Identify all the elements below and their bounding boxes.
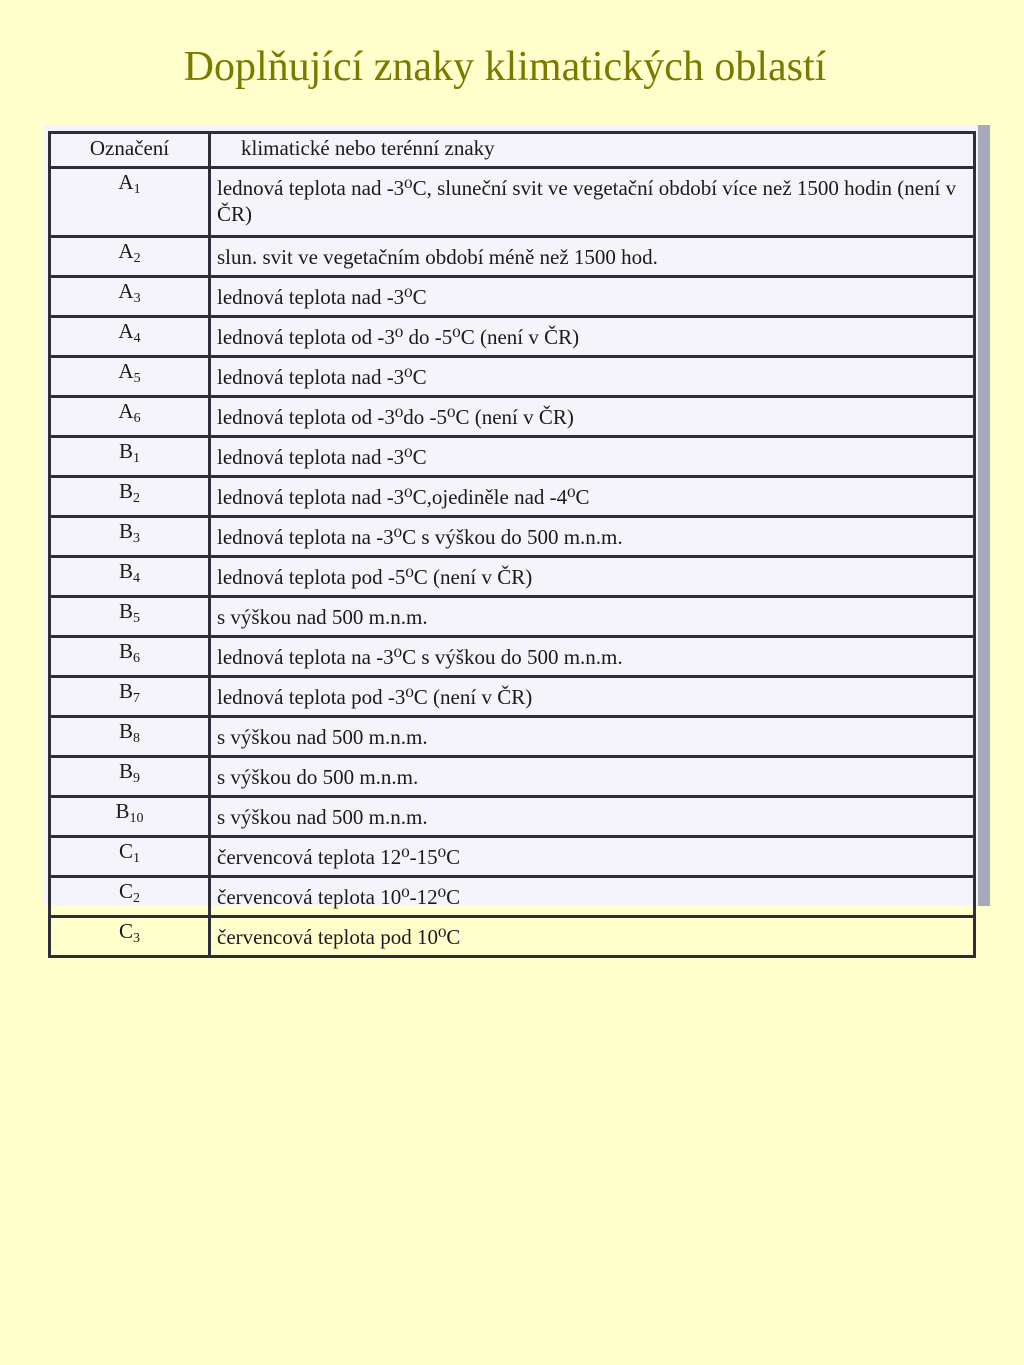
row-description: lednová teplota nad -3⁰C: [210, 277, 975, 317]
code-subscript: 5: [133, 611, 140, 626]
table-row: [50, 357, 975, 397]
row-code: [50, 277, 210, 317]
row-code: [50, 917, 210, 957]
row-code: [50, 837, 210, 877]
code-letter: A: [118, 239, 134, 263]
row-description: s výškou nad 500 m.n.m.: [210, 797, 975, 837]
row-code: [50, 397, 210, 437]
row-description: červencová teplota 12⁰-15⁰C: [210, 837, 975, 877]
table-header-row: [50, 133, 975, 168]
row-code: [50, 677, 210, 717]
row-code: [50, 637, 210, 677]
code-letter: A: [118, 399, 134, 423]
code-subscript: 3: [133, 531, 140, 546]
row-description: s výškou nad 500 m.n.m.: [210, 717, 975, 757]
row-code: [50, 717, 210, 757]
table-row: [50, 717, 975, 757]
code-subscript: 2: [133, 491, 140, 506]
code-letter: B: [115, 799, 130, 823]
code-subscript: 1: [133, 451, 140, 466]
code-subscript: 3: [133, 931, 140, 946]
row-description: lednová teplota pod -3⁰C (není v ČR): [210, 677, 975, 717]
code-letter: B: [118, 599, 133, 623]
code-subscript: 4: [133, 331, 141, 346]
table-row: [50, 917, 975, 957]
row-description: červencová teplota 10⁰-12⁰C: [210, 877, 975, 917]
table-row: [50, 477, 975, 517]
table-body: [50, 168, 975, 957]
row-code: [50, 357, 210, 397]
row-description: lednová teplota nad -3⁰C: [210, 357, 975, 397]
code-letter: B: [118, 719, 133, 743]
row-description: s výškou nad 500 m.n.m.: [210, 597, 975, 637]
code-letter: B: [118, 679, 133, 703]
code-subscript: 10: [129, 811, 144, 826]
code-subscript: 5: [133, 371, 141, 386]
code-subscript: 1: [133, 851, 140, 866]
table-row: [50, 557, 975, 597]
table-row: [50, 397, 975, 437]
code-letter: B: [118, 439, 133, 463]
row-description: s výškou do 500 m.n.m.: [210, 757, 975, 797]
table-row: [50, 837, 975, 877]
code-letter: A: [118, 170, 134, 194]
code-letter: B: [118, 519, 133, 543]
code-letter: B: [118, 639, 133, 663]
row-code: [50, 797, 210, 837]
table-row: [50, 237, 975, 277]
table-row: [50, 757, 975, 797]
table-row: [50, 517, 975, 557]
table-row: [50, 277, 975, 317]
code-subscript: 9: [133, 771, 140, 786]
table-row: [50, 437, 975, 477]
code-subscript: 4: [133, 571, 140, 586]
slide-title: Doplňující znaky klimatických oblastí: [183, 44, 827, 90]
row-description: lednová teplota na -3⁰C s výškou do 500 m.n.m.: [210, 637, 975, 677]
row-code: [50, 317, 210, 357]
code-subscript: 2: [133, 891, 140, 906]
table-row: [50, 797, 975, 837]
row-code: [50, 477, 210, 517]
table-row: [50, 677, 975, 717]
table-row: [50, 597, 975, 637]
code-letter: B: [118, 759, 133, 783]
code-subscript: 6: [133, 411, 141, 426]
code-subscript: 3: [133, 291, 141, 306]
row-description: slun. svit ve vegetačním období méně než 1500 hod.: [210, 237, 975, 277]
code-letter: C: [118, 839, 133, 863]
table-row: [50, 168, 975, 237]
header-code: Označení: [50, 133, 210, 168]
row-code: [50, 557, 210, 597]
row-description: lednová teplota nad -3⁰C: [210, 437, 975, 477]
row-description: lednová teplota na -3⁰C s výškou do 500 m.n.m.: [210, 517, 975, 557]
code-letter: B: [118, 559, 133, 583]
scanned-table-image: [44, 125, 990, 949]
row-description: lednová teplota nad -3⁰C,ojediněle nad -4⁰C: [210, 477, 975, 517]
code-subscript: 2: [133, 251, 141, 266]
code-subscript: 8: [133, 731, 140, 746]
table-row: [50, 637, 975, 677]
row-code: [50, 437, 210, 477]
header-description: klimatické nebo terénní znaky: [210, 133, 975, 168]
code-letter: A: [118, 319, 134, 343]
row-description: lednová teplota nad -3⁰C, sluneční svit ve vegetační období více než 1500 hodin (není v ČR): [210, 168, 975, 237]
row-code: [50, 877, 210, 917]
code-subscript: 6: [133, 651, 140, 666]
table-row: [50, 317, 975, 357]
row-code: [50, 597, 210, 637]
row-code: [50, 757, 210, 797]
code-letter: C: [118, 879, 133, 903]
code-subscript: 7: [133, 691, 140, 706]
row-description: lednová teplota od -3⁰ do -5⁰C (není v ČR): [210, 317, 975, 357]
climate-signs-table: [48, 131, 976, 958]
code-letter: A: [118, 359, 134, 383]
code-letter: B: [118, 479, 133, 503]
row-description: červencová teplota pod 10⁰C: [210, 917, 975, 957]
row-description: lednová teplota od -3⁰do -5⁰C (není v ČR): [210, 397, 975, 437]
table-row: [50, 877, 975, 917]
row-code: [50, 237, 210, 277]
code-letter: C: [118, 919, 133, 943]
code-letter: A: [118, 279, 134, 303]
row-code: [50, 168, 210, 237]
row-description: lednová teplota pod -5⁰C (není v ČR): [210, 557, 975, 597]
code-subscript: 1: [133, 182, 141, 197]
row-code: [50, 517, 210, 557]
